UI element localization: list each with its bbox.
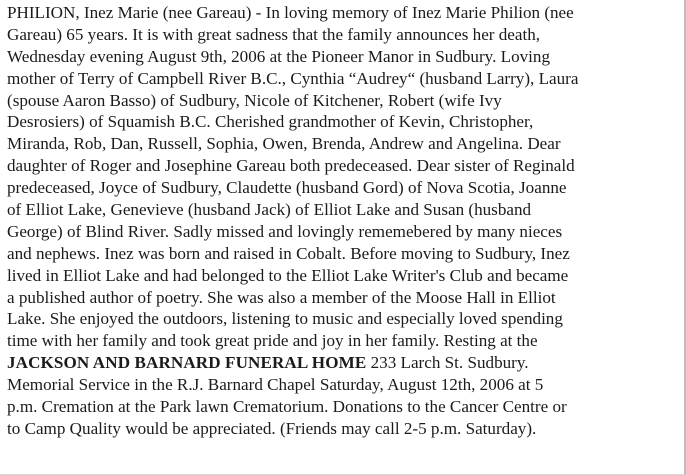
obituary-line-15: Lake. She enjoyed the outdoors, listening to music and especially loved spending [7, 309, 563, 329]
obituary-line-13: lived in Elliot Lake and had belonged to the Elliot Lake Writer's Club and became [7, 265, 569, 285]
funeral-home-line [7, 352, 679, 374]
obituary-line-8: daughter of Roger and Josephine Gareau both predeceased. Dear sister of Reginald [7, 156, 575, 176]
obituary-line-4: mother of Terry of Campbell River B.C., Cynthia “Audrey“ (husband Larry), Laura [7, 68, 579, 88]
obituary-line-5: (spouse Aaron Basso) of Sudbury, Nicole of Kitchener, Robert (wife Ivy [7, 90, 502, 110]
obituary-line-7: Miranda, Rob, Dan, Russell, Sophia, Owen, Brenda, Andrew and Angelina. Dear [7, 134, 561, 154]
obituary-line-16: time with her family and took great pride and joy in her family. Resting at the [7, 331, 538, 351]
memorial-service-line: Memorial Service in the R.J. Barnard Chapel Saturday, August 12th, 2006 at 5 [7, 375, 544, 395]
obituary-line-3: Wednesday evening August 9th, 2006 at the Pioneer Manor in Sudbury. Loving [7, 46, 551, 66]
cremation-line: p.m. Cremation at the Park lawn Crematorium. Donations to the Cancer Centre or [7, 397, 567, 417]
obituary-line-2: Gareau) 65 years. It is with great sadness that the family announces her death, [7, 24, 541, 44]
obituary-line-14: a published author of poetry. She was also a member of the Moose Hall in Elliot [7, 287, 556, 307]
obituary-line-9: predeceased, Joyce of Sudbury, Claudette (husband Gord) of Nova Scotia, Joanne [7, 178, 567, 198]
obituary-line-1: PHILION, Inez Marie (nee Gareau) - In loving memory of Inez Marie Philion (nee [7, 3, 574, 22]
obituary-text [7, 2, 679, 440]
obituary-line-12: and nephews. Inez was born and raised in Cobalt. Before moving to Sudbury, Inez [7, 243, 570, 263]
obituary-line-10: of Elliot Lake, Genevieve (husband Jack) of Elliot Lake and Susan (husband [7, 200, 532, 220]
funeral-home-address: 233 Larch St. Sudbury. [366, 353, 529, 373]
funeral-home-name: JACKSON AND BARNARD FUNERAL HOME [7, 353, 367, 373]
obituary-line-6: Desrosiers) of Squamish B.C. Cherished grandmother of Kevin, Christopher, [7, 112, 534, 132]
obituary-line-11: George) of Blind River. Sadly missed and lovingly rememebered by many nieces [7, 221, 563, 241]
donations-line: to Camp Quality would be appreciated. (Friends may call 2-5 p.m. Saturday). [7, 418, 537, 438]
